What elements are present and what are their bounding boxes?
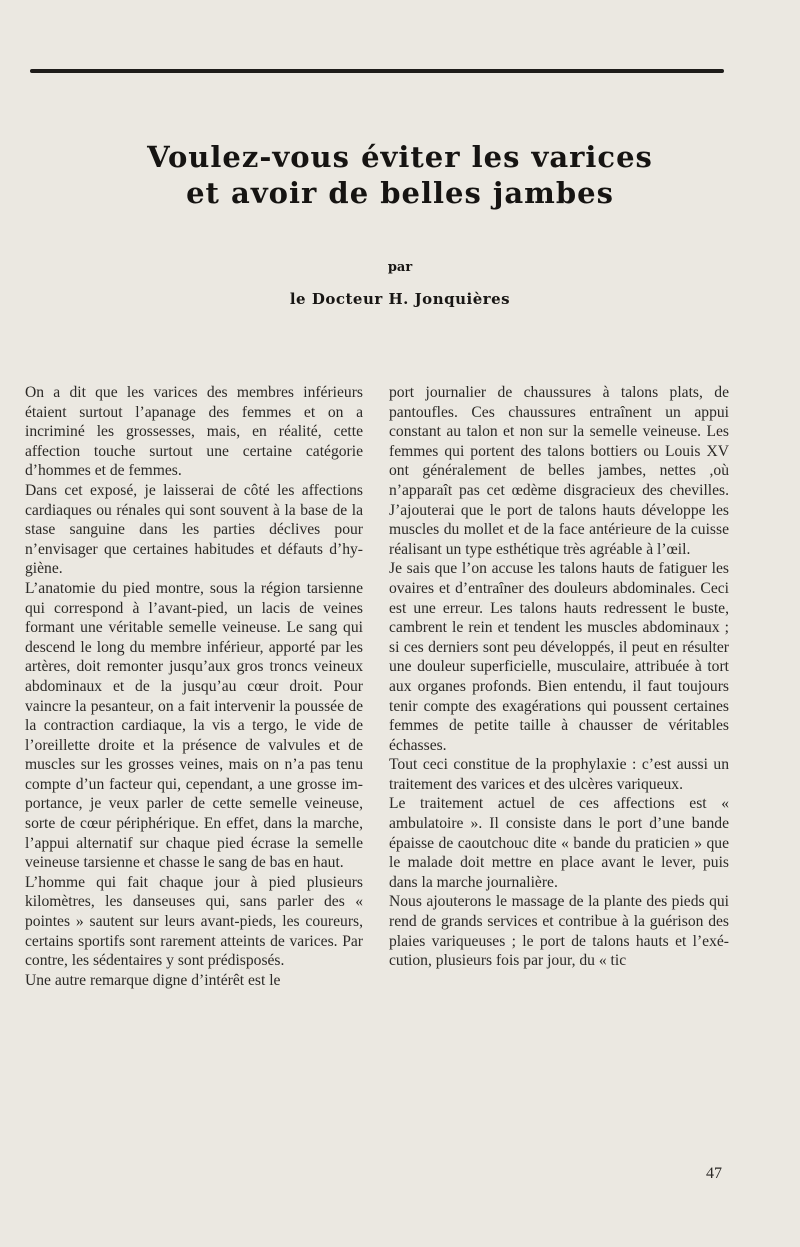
paragraph: L’anatomie du pied montre, sous la région tarsienne qui correspond à l’avant-pied, un lacis de veines formant une véritable semelle veineuse. Le sang qui descend le long du membre inférieur, apporté par les artères, doit remonter jusqu’aux gros troncs veineux abdominaux et de la jusqu’au cœur droit. Pour vaincre la pesanteur, on a fait intervenir la poussée de la contraction cardiaque, la vis a tergo, le vide de l’oreillette droite et la présence de valvules et de muscles sur les grosses veines, mais on n’a pas tenu compte d’un facteur qui, cependant, a une grosse importance, je veux parler de cette semelle veineuse, sorte de cœur périphérique. En effet, dans la marche, l’appui alternatif sur chaque pied écrase la semelle veineuse tarsienne et chasse le sang de bas en haut. (25, 579, 363, 872)
paragraph: Tout ceci constitue de la prophylaxie : c’est aussi un traitement des varices et des ulcères variqueux. (389, 756, 729, 793)
paragraph: Je sais que l’on accuse les talons hauts de fatiguer les ovaires et d’entraîner des douleurs abdominales. Ceci est une erreur. Les talons hauts redressent le buste, cambrent le rein et tendent les muscles abdominaux ; si ces derniers sont peu développés, il peut en résulter une douleur superficielle, musculaire, attribuée à tort aux organes profonds. Bien entendu, il faut toujours tenir compte des exagérations qui poussent certaines femmes de petite taille à chausser de véritables échasses. (389, 560, 729, 754)
header-rule (30, 69, 724, 73)
byline-prefix: par (387, 260, 413, 275)
byline-author: le Docteur H. Jonquières (289, 290, 511, 308)
text-column-right (389, 383, 729, 971)
article-title-line-1: Voulez-vous éviter les varices (147, 140, 653, 174)
paragraph: Le traitement actuel de ces affections est « ambulatoire ». Il consiste dans le port d’une bande épaisse de caoutchouc dite « bande du praticien » que le malade doit mettre en place avant le lever, puis dans la marche journalière. (389, 795, 729, 891)
paragraph: Une autre remarque digne d’intérêt est le (25, 971, 281, 989)
article-title-line-2: et avoir de belles jambes (186, 176, 614, 210)
page-number: 47 (706, 1165, 722, 1182)
paragraph: On a dit que les varices des membres inférieurs étaient surtout l’apanage des femmes et on a incriminé les grossesses, mais, en réalité, cette affection touche surtout une certaine catégorie d’hommes et de femmes. (25, 384, 363, 480)
text-column-left (25, 383, 363, 990)
paragraph: L’homme qui fait chaque jour à pied plusieurs kilomètres, les danseuses qui, sans parler des « pointes » sautent sur leurs avant-pieds, les coureurs, certains sportifs sont rarement atteints de varices. Par contre, les sédentaires y sont prédisposés. (25, 873, 363, 970)
paragraph: port journalier de chaussures à talons plats, de pantoufles. Ces chaussures entraînent un appui constant au talon et non sur la semelle veineuse. Les femmes qui portent des talons bottiers ou Louis XV ont généralement de belles jambes, nettes ,où n’apparaît pas cet œdème disgracieux des chevilles. J’ajouterai que le port de talons hauts développe les muscles du mollet et de la face antérieure de la cuisse réalisant un type esthétique très agréable à l’œil. (389, 384, 729, 558)
paragraph: Nous ajouterons le massage de la plante des pieds qui rend de grands services et contribue à la guérison des plaies variqueuses ; le port de talons hauts et l’exécution, plusieurs fois par jour, du « tic (389, 893, 729, 970)
paragraph: Dans cet exposé, je laisserai de côté les affections cardiaques ou rénales qui sont souvent à la base de la stase sanguine dans les parties déclives pour n’envisager que certaines habitudes et défauts d’hygiène. (25, 481, 363, 578)
